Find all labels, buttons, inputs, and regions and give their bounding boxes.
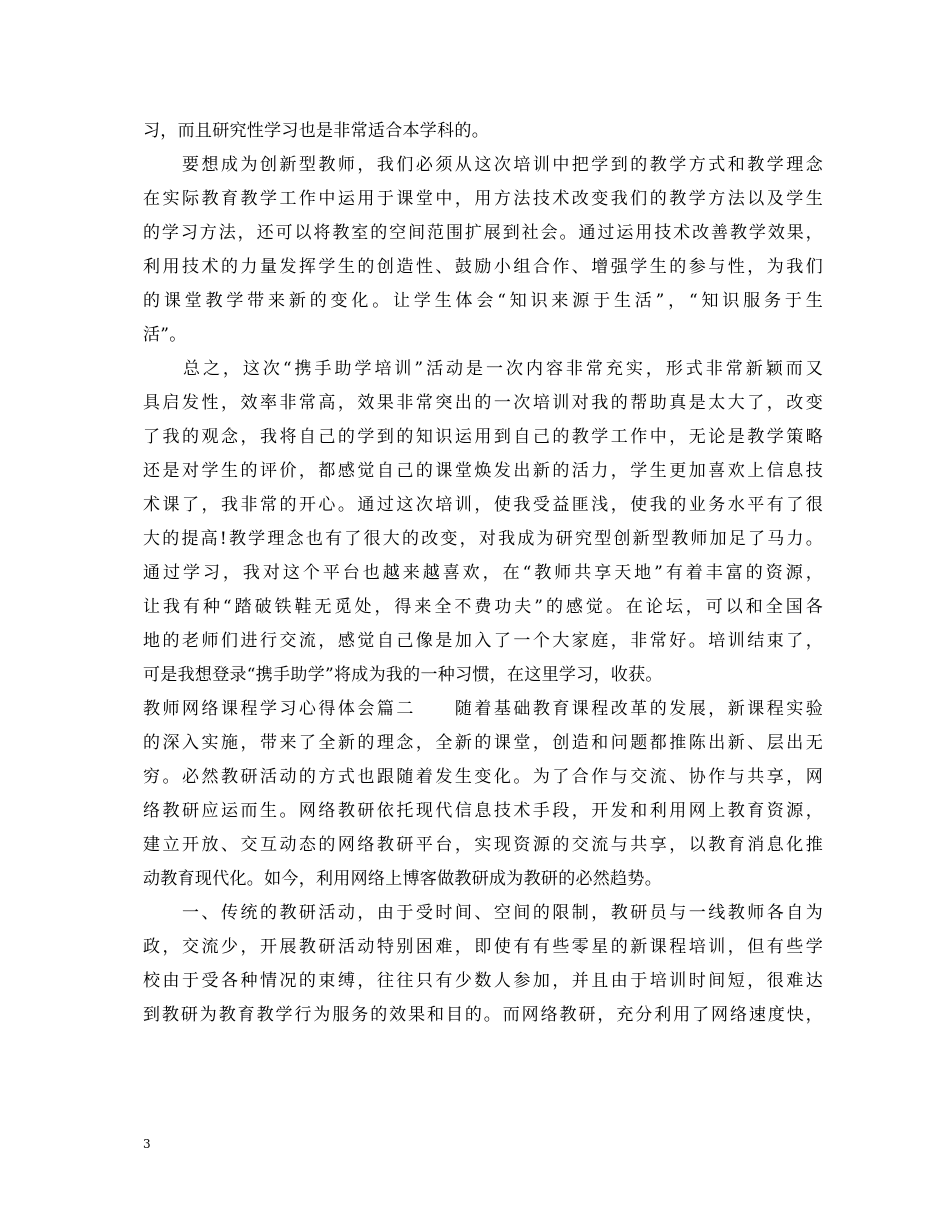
- text-line: 建立开放、交互动态的网络教研平台，实现资源的交流与共享，以教育消息化推: [143, 835, 823, 855]
- text-line: 让我有种“踏破铁鞋无觅处，得来全不费功夫”的感觉。在论坛，可以和全国各: [143, 597, 823, 617]
- text-line: 动教育现代化。如今，利用网络上博客做教研成为教研的必然趋势。: [143, 869, 662, 889]
- text-line: 政，交流少，开展教研活动特别困难，即使有有些零星的新课程培训，但有些学: [143, 937, 823, 957]
- text-line: 可是我想登录“携手助学”将成为我的一种习惯，在这里学习，收获。: [143, 665, 663, 685]
- text-line: 大的提高!教学理念也有了很大的改变，对我成为研究型创新型教师加足了马力。: [143, 529, 823, 549]
- text-line: 通过学习，我对这个平台也越来越喜欢，在“教师共享天地”有着丰富的资源，: [143, 563, 823, 583]
- text-line: 在实际教育教学工作中运用于课堂中，用方法技术改变我们的教学方法以及学生: [143, 189, 823, 209]
- text-line: 总之，这次“携手助学培训”活动是一次内容非常充实，形式非常新颖而又: [143, 359, 823, 379]
- text-line: 络教研应运而生。网络教研依托现代信息技术手段，开发和利用网上教育资源，: [143, 801, 823, 821]
- text-line: 穷。必然教研活动的方式也跟随着发生变化。为了合作与交流、协作与共享，网: [143, 767, 823, 787]
- text-line: 的深入实施，带来了全新的理念，全新的课堂，创造和问题都推陈出新、层出无: [143, 733, 823, 753]
- text-line: 了我的观念，我将自己的学到的知识运用到自己的教学工作中，无论是教学策略: [143, 427, 823, 447]
- text-line: 一、传统的教研活动，由于受时间、空间的限制，教研员与一线教师各自为: [143, 903, 823, 923]
- text-line: 到教研为教育教学行为服务的效果和目的。而网络教研，充分利用了网络速度快，: [143, 1005, 823, 1025]
- text-line: 具启发性，效率非常高，效果非常突出的一次培训对我的帮助真是太大了，改变: [143, 393, 823, 413]
- text-line: 术课了，我非常的开心。通过这次培训，使我受益匪浅，使我的业务水平有了很: [143, 495, 823, 515]
- text-line: 教师网络课程学习心得体会篇二 随着基础教育课程改革的发展，新课程实验: [143, 699, 823, 719]
- text-line: 的课堂教学带来新的变化。让学生体会“知识来源于生活”，“知识服务于生: [143, 291, 823, 311]
- text-line: 地的老师们进行交流，感觉自己像是加入了一个大家庭，非常好。培训结束了，: [143, 631, 823, 651]
- page-number: 3: [143, 1137, 151, 1151]
- text-line: 校由于受各种情况的束缚，往往只有少数人参加，并且由于培训时间短，很难达: [143, 971, 823, 991]
- text-line: 的学习方法，还可以将教室的空间范围扩展到社会。通过运用技术改善教学效果，: [143, 223, 823, 243]
- text-line: 还是对学生的评价，都感觉自己的课堂焕发出新的活力，学生更加喜欢上信息技: [143, 461, 823, 481]
- text-line: 要想成为创新型教师，我们必须从这次培训中把学到的教学方式和教学理念: [143, 155, 823, 175]
- text-line: 利用技术的力量发挥学生的创造性、鼓励小组合作、增强学生的参与性，为我们: [143, 257, 823, 277]
- text-line: 活”。: [143, 325, 187, 345]
- text-line: 习，而且研究性学习也是非常适合本学科的。: [143, 121, 489, 141]
